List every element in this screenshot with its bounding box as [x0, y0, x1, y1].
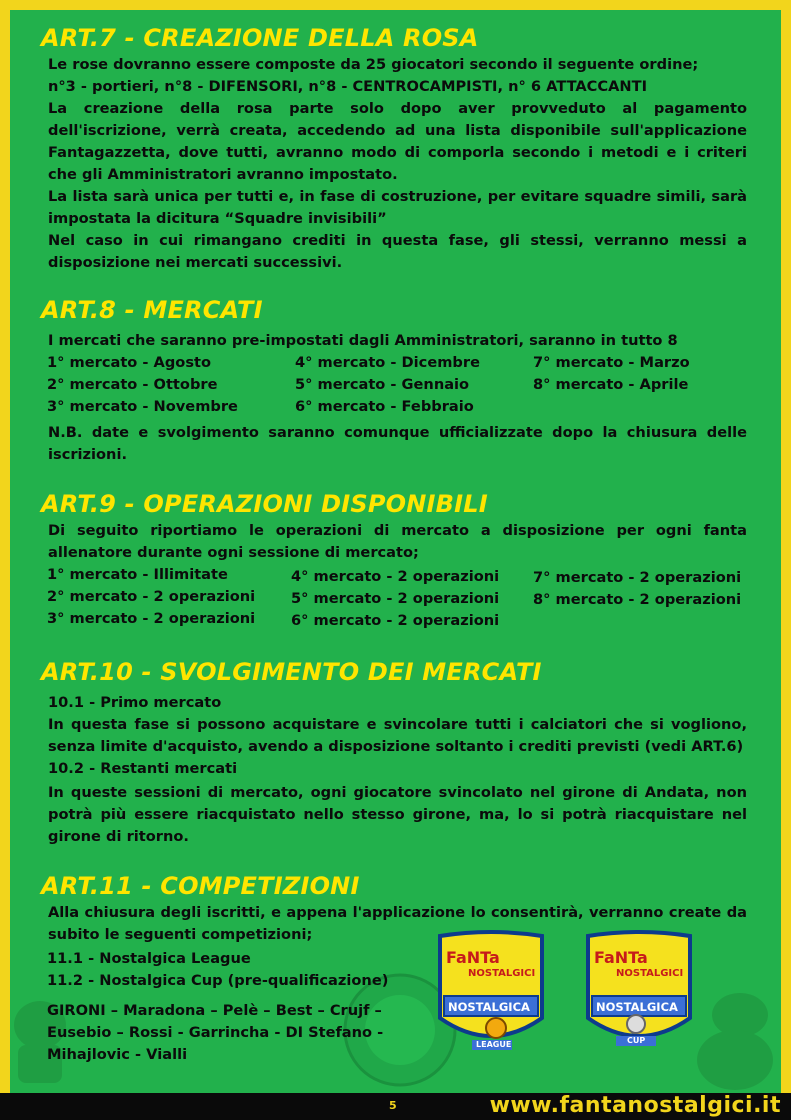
- market-ops-4: 4° mercato - 2 operazioni: [291, 568, 500, 585]
- gironi-line3: Mihajlovic - Vialli: [47, 1046, 188, 1063]
- art11-item1: 11.1 - Nostalgica League: [47, 950, 251, 967]
- art11-item2: 11.2 - Nostalgica Cup (pre-qualificazione): [47, 972, 389, 989]
- art8-note: N.B. date e svolgimento saranno comunque ufficializzate dopo la chiusura delle iscrizioni.: [48, 424, 747, 463]
- market-ops-5: 5° mercato - 2 operazioni: [291, 590, 500, 607]
- document-page: [10, 10, 781, 1093]
- art9-intro: Di seguito riportiamo le operazioni di mercato a disposizione per ogni fanta allenatore durante ogni sessione di mercato;: [48, 522, 747, 561]
- cup-sub: CUP: [627, 1036, 646, 1045]
- market-ops-7: 7° mercato - 2 operazioni: [533, 569, 742, 586]
- market-date-6: 6° mercato - Febbraio: [295, 398, 474, 415]
- art10-sub1: 10.1 - Primo mercato: [48, 694, 222, 711]
- market-ops-2: 2° mercato - 2 operazioni: [47, 588, 256, 605]
- art11-intro: Alla chiusura degli iscritti, e appena l'applicazione lo consentirà, verranno create da subito le seguenti competizioni;: [48, 904, 747, 943]
- page-footer: [0, 1093, 791, 1120]
- market-date-5: 5° mercato - Gennaio: [295, 376, 470, 393]
- art7-line2: n°3 - portieri, n°8 - DIFENSORI, n°8 - CENTROCAMPISTI, n° 6 ATTACCANTI: [48, 78, 647, 95]
- page-number: 5: [389, 1099, 397, 1112]
- art7-para1: La creazione della rosa parte solo dopo aver provveduto al pagamento dell'iscrizione, verrà creata, accedendo ad una lista disponibile sull'applicazione Fantagazzetta, dove tutti, avranno modo di comporla secondo i metodi e i criteri che gli Amministratori avranno impostato.: [48, 100, 747, 183]
- gironi-line1: GIRONI – Maradona – Pelè – Best – Crujf –: [47, 1002, 382, 1019]
- nostalgica-cup-badge: [580, 928, 698, 1054]
- market-date-3: 3° mercato - Novembre: [47, 398, 238, 415]
- league-shield-icon: [432, 928, 550, 1054]
- league-brand-b: NOSTALGICI: [468, 968, 536, 979]
- cup-label: NOSTALGICA: [596, 1000, 678, 1014]
- art8-intro: I mercati che saranno pre-impostati dagli Amministratori, saranno in tutto 8: [48, 332, 678, 349]
- market-ops-8: 8° mercato - 2 operazioni: [533, 591, 742, 608]
- market-ops-1: 1° mercato - Illimitate: [47, 566, 228, 583]
- market-date-2: 2° mercato - Ottobre: [47, 376, 218, 393]
- art7-line1: Le rose dovranno essere composte da 25 giocatori secondo il seguente ordine;: [48, 56, 699, 73]
- gironi-line2: Eusebio – Rossi - Garrincha - DI Stefano -: [47, 1024, 384, 1041]
- art10-sub2: 10.2 - Restanti mercati: [48, 760, 238, 777]
- cup-brand-a: FaNTa: [594, 948, 648, 967]
- market-date-4: 4° mercato - Dicembre: [295, 354, 480, 371]
- cup-brand-b: NOSTALGICI: [616, 968, 684, 979]
- nostalgica-league-badge: [432, 928, 550, 1054]
- art7-para3: Nel caso in cui rimangano crediti in questa fase, gli stessi, verranno messi a disposizione nei mercati successivi.: [48, 232, 747, 271]
- art7-para2: La lista sarà unica per tutti e, in fase di costruzione, per evitare squadre simili, sarà impostata la dicitura “Squadre invisibili”: [48, 188, 747, 227]
- art10-title: ART.10 - SVOLGIMENTO DEI MERCATI: [41, 658, 542, 686]
- market-date-7: 7° mercato - Marzo: [533, 354, 690, 371]
- league-sub: LEAGUE: [476, 1040, 512, 1049]
- art8-title: ART.8 - MERCATI: [41, 296, 263, 324]
- art11-title: ART.11 - COMPETIZIONI: [41, 872, 360, 900]
- art10-para1: In questa fase si possono acquistare e svincolare tutti i calciatori che si vogliono, senza limite d'acquisto, avendo a disposizione soltanto i crediti previsti (vedi ART.6): [48, 716, 747, 755]
- league-label: NOSTALGICA: [448, 1000, 530, 1014]
- market-date-8: 8° mercato - Aprile: [533, 376, 689, 393]
- market-date-1: 1° mercato - Agosto: [47, 354, 212, 371]
- league-brand-a: FaNTa: [446, 948, 500, 967]
- art7-title: ART.7 - CREAZIONE DELLA ROSA: [41, 24, 479, 52]
- market-ops-6: 6° mercato - 2 operazioni: [291, 612, 500, 629]
- art9-title: ART.9 - OPERAZIONI DISPONIBILI: [41, 490, 488, 518]
- website-link[interactable]: www.fantanostalgici.it: [489, 1093, 781, 1118]
- market-ops-3: 3° mercato - 2 operazioni: [47, 610, 256, 627]
- art10-para2: In queste sessioni di mercato, ogni giocatore svincolato nel girone di Andata, non potrà più essere riacquistato nello stesso girone, ma, lo si potrà riacquistare nel girone di ritorno.: [48, 784, 747, 845]
